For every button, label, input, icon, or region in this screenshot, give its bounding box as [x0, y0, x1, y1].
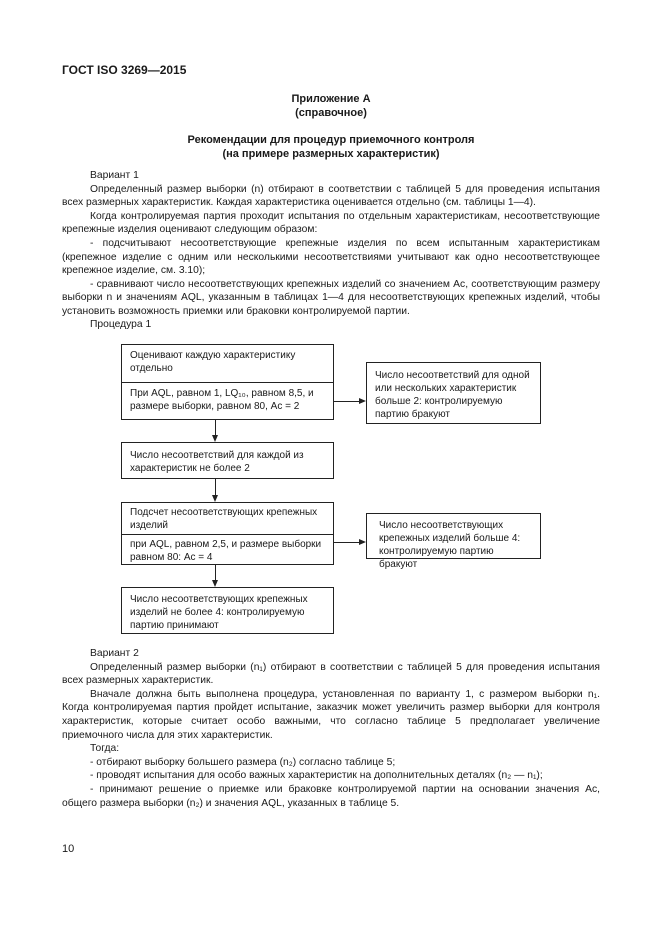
flow-box-accept: Число несоответствующих крепежных изделий не более 4: контролируемую партию принимают — [121, 587, 334, 634]
procedure-heading-wrap — [62, 318, 600, 332]
arrow-head — [359, 539, 366, 545]
paragraph: Вначале должна быть выполнена процедура, установленная по варианту 1, с размером выборки n₁. Когда контролируемая партия пройдет испытание, заказчик может увеличить размер выборки для контроля характеристик, которые считает особо важными, что согласно таблице 5 предполагает увеличение приемочного числа для этих характеристик. — [62, 688, 600, 741]
flow-box-text: При AQL, равном 1, LQ₁₀, равном 8,5, и размере выборки, равном 80, Ас = 2 — [122, 382, 333, 417]
paragraph: - проводят испытания для особо важных характеристик на дополнительных деталях (n₂ — n₁); — [90, 770, 543, 782]
standard-header: ГОСТ ISO 3269—2015 — [62, 63, 187, 77]
flow-box-text: при AQL, равном 2,5, и размере выборки равном 80: Ас = 4 — [122, 534, 333, 568]
paragraph: - отбирают выборку большего размера (n₂) согласно таблице 5; — [90, 756, 396, 768]
flow-box-reject-2: Число несоответствующих крепежных изделий больше 4: контролируемую партию бракуют — [366, 513, 541, 559]
arrow-head — [212, 495, 218, 502]
variant1-text — [62, 169, 600, 319]
arrow-line — [215, 420, 216, 436]
paragraph: - подсчитывают несоответствующие крепежные изделия по всем испытанным характеристикам (крепежное изделие с одним или несколькими несоответствиями учитывают как одно несоответствующее крепежное изделие, см. 3.10); — [62, 237, 600, 277]
paragraph: Определенный размер выборки (n) отбирают в соответствии с таблицей 5 для проведения испытания всех размерных характеристик. Каждая характеристика оценивается отдельно (см. таблицы 1—4). — [62, 183, 600, 209]
flow-box-reject-1: Число несоответствий для одной или нескольких характеристик больше 2: контролируемую партию бракуют — [366, 362, 541, 424]
flow-box-within-limit: Число несоответствий для каждой из характеристик не более 2 — [121, 442, 334, 479]
flow-box-evaluate — [121, 344, 334, 420]
paragraph: Когда контролируемая партия проходит испытания по отдельным характеристикам, несоответствующие крепежные изделия оценивают следующим образом: — [62, 210, 600, 236]
arrow-head — [359, 398, 366, 404]
variant1-heading: Вариант 1 — [90, 170, 139, 181]
page-number: 10 — [62, 843, 75, 855]
arrow-line — [215, 565, 216, 581]
arrow-head — [212, 580, 218, 587]
paragraph: Определенный размер выборки (n₁) отбирают в соответствии с таблицей 5 для проведения испытания всех размерных характеристик. — [62, 661, 600, 687]
variant2-heading: Вариант 2 — [90, 648, 139, 659]
arrow-head — [212, 435, 218, 442]
procedure-heading: Процедура 1 — [90, 319, 152, 330]
arrow-line — [215, 479, 216, 496]
flow-box-count — [121, 502, 334, 565]
paragraph: - сравнивают число несоответствующих крепежных изделий со значением Ас, соответствующим размеру выборки n и значениям AQL, указанным в таблицах 1—4 для несоответствующих крепежных изделий, чтобы установить возможность приемки или браковки контролируемой партии. — [62, 278, 600, 317]
section-subtitle: (на примере размерных характеристик) — [222, 148, 440, 160]
flow-box-text: Оценивают каждую характеристику отдельно — [130, 350, 296, 374]
section-title: Рекомендации для процедур приемочного контроля — [187, 134, 475, 146]
paragraph: Тогда: — [90, 743, 120, 755]
paragraph: - принимают решение о приемке или браковке контролируемой партии на основании значения Ас, общего размера выборки (n₂) и значения AQL, указанных в таблице 5. — [62, 783, 600, 809]
variant2-text — [62, 647, 600, 810]
appendix-title: Приложение А — [291, 93, 371, 105]
appendix-subtitle: (справочное) — [295, 107, 367, 119]
arrow-line — [334, 401, 360, 402]
arrow-line — [334, 542, 360, 543]
flow-box-text: Подсчет несоответствующих крепежных изделий — [130, 507, 318, 531]
